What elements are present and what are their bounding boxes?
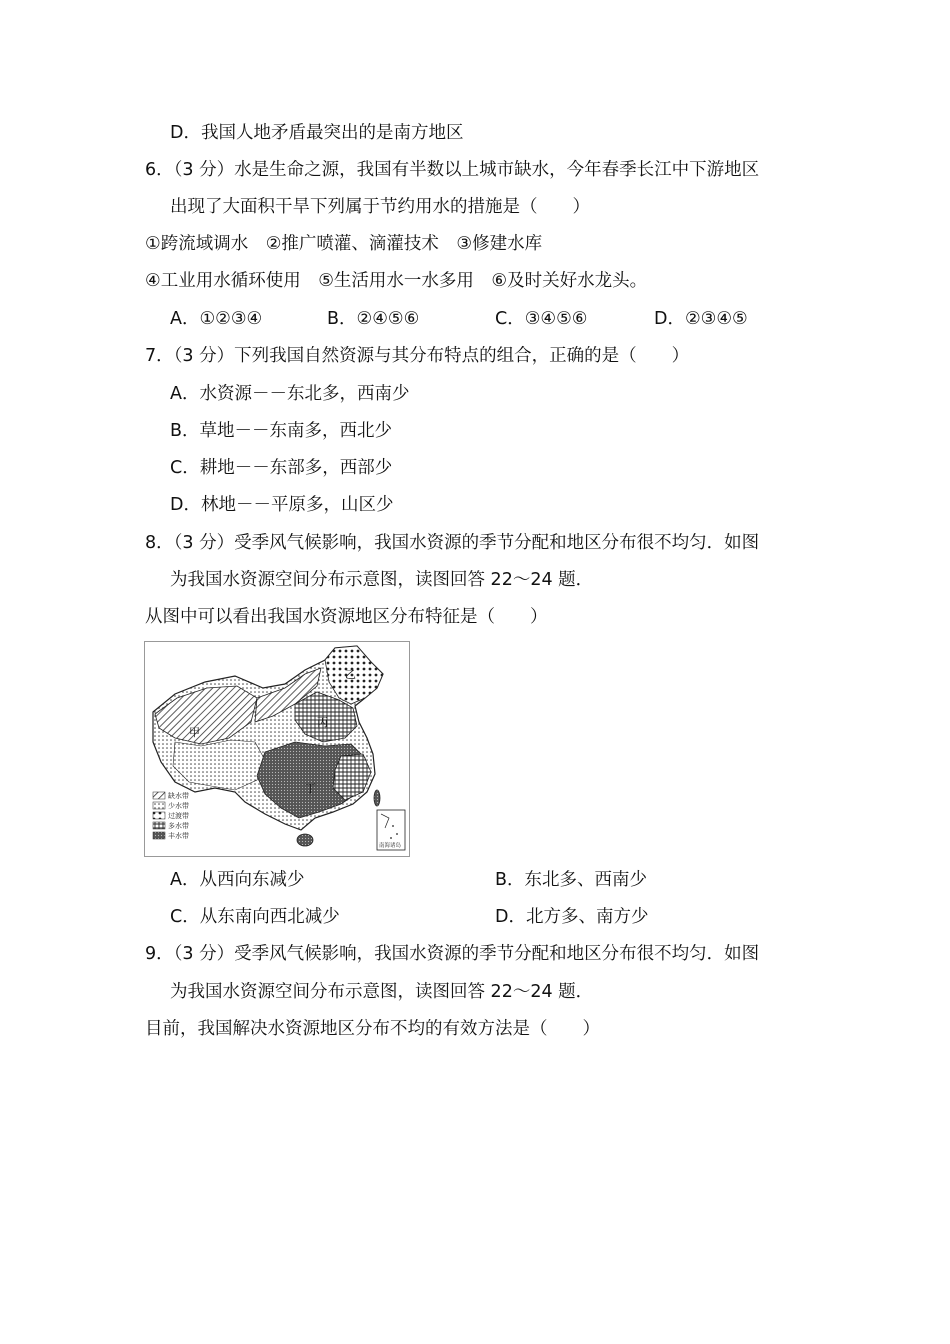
map-legend (153, 791, 189, 840)
q6-option-b: B．②④⑤⑥ (327, 309, 420, 329)
map-inset-label: 南海诸岛 (379, 843, 402, 849)
legend-item-3: 多水带 (168, 822, 189, 830)
q6-items-line2: ④工业用水循环使用 ⑤生活用水一水多用 ⑥及时关好水龙头。 (145, 271, 648, 291)
legend-item-2: 过渡带 (168, 812, 189, 820)
water-resources-map (144, 641, 410, 857)
q8-option-c: C．从东南向西北减少 (170, 907, 340, 927)
q7-stem: 7．（3 分）下列我国自然资源与其分布特点的组合，正确的是（ ） (145, 346, 690, 366)
map-svg (145, 642, 409, 856)
q8-question: 从图中可以看出我国水资源地区分布特征是（ ） (145, 607, 548, 627)
map-label-yi: 乙 (345, 668, 356, 681)
q6-items-line1: ①跨流域调水 ②推广喷灌、滴灌技术 ③修建水库 (145, 234, 543, 254)
q6-stem-line1: 6．（3 分）水是生命之源，我国有半数以上城市缺水，今年春季长江中下游地区 (145, 160, 760, 180)
map-label-jia: 甲 (189, 726, 200, 739)
q9-question: 目前，我国解决水资源地区分布不均的有效方法是（ ） (145, 1019, 600, 1039)
q6-stem-line2: 出现了大面积干旱下列属于节约用水的措施是（ ） (170, 197, 590, 217)
q8-stem-line1: 8．（3 分）受季风气候影响，我国水资源的季节分配和地区分布很不均匀．如图 (145, 533, 760, 553)
map-hainan (297, 834, 313, 846)
q6-option-c: C．③④⑤⑥ (495, 309, 588, 329)
q7-option-a: A．水资源－－东北多，西南少 (170, 384, 410, 404)
legend-item-1: 少水带 (168, 802, 189, 810)
q9-stem-line2: 为我国水资源空间分布示意图，读图回答 22～24 题． (170, 982, 594, 1002)
q7-option-c: C．耕地－－东部多，西部少 (170, 458, 393, 478)
q8-option-d: D．北方多、南方少 (495, 907, 649, 927)
map-label-ding: 丁 (305, 782, 316, 795)
map-inset (377, 810, 405, 850)
legend-item-4: 丰水带 (168, 832, 189, 840)
q8-stem-line2: 为我国水资源空间分布示意图，读图回答 22～24 题． (170, 570, 594, 590)
q6-option-a: A．①②③④ (170, 309, 263, 329)
q6-option-d: D．②③④⑤ (654, 309, 748, 329)
q7-option-d: D．林地－－平原多，山区少 (170, 495, 394, 515)
q7-option-b: B．草地－－东南多，西北少 (170, 421, 393, 441)
q8-option-b: B．东北多、西南少 (495, 870, 648, 890)
q8-option-a: A．从西向东减少 (170, 870, 305, 890)
q5-option-d: D．我国人地矛盾最突出的是南方地区 (170, 123, 464, 143)
map-label-bing: 丙 (317, 716, 328, 729)
map-taiwan (374, 790, 380, 806)
legend-item-0: 缺水带 (168, 792, 189, 800)
q9-stem-line1: 9．（3 分）受季风气候影响，我国水资源的季节分配和地区分布很不均匀．如图 (145, 944, 760, 964)
